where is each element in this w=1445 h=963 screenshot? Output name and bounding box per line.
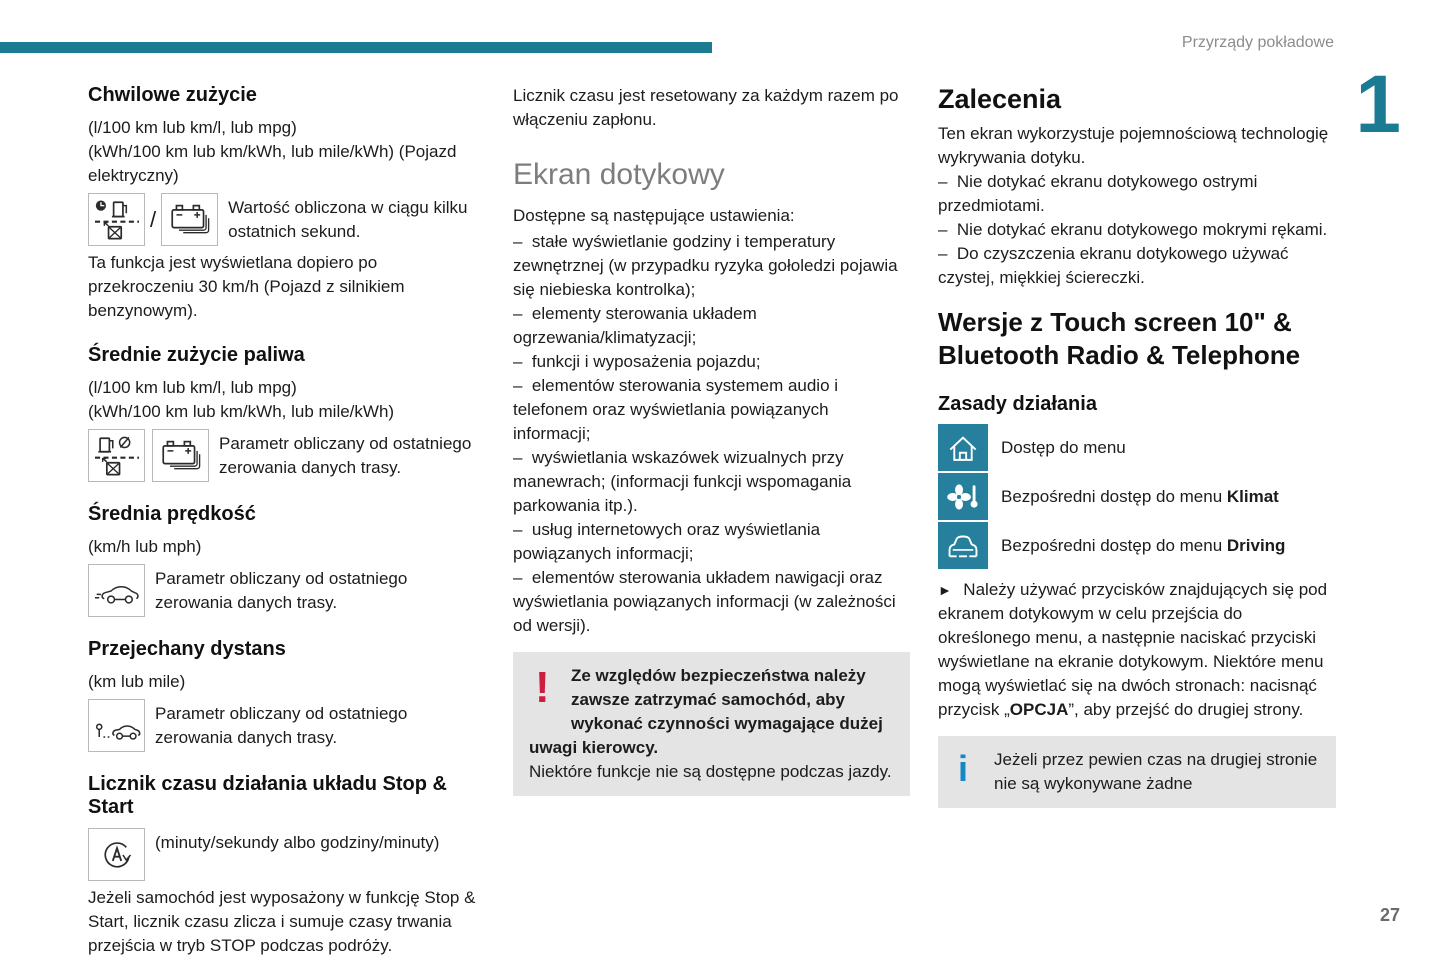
icon-row bbox=[88, 828, 485, 881]
list-item: – elementy sterowania układem ogrzewania/klimatyzacji; bbox=[513, 304, 757, 347]
home-icon bbox=[938, 424, 988, 471]
menu-row bbox=[938, 424, 1336, 471]
column-right bbox=[938, 84, 1336, 808]
lead-text: Dostępne są następujące ustawienia: bbox=[513, 206, 795, 225]
instruction-paragraph: ► Należy używać przycisków znajdujących się pod ekranem dotykowym w celu przejścia do określonego menu, a następnie naciskać przyciski wyświetlane na ekranie dotykowym. Niektóre menu mogą wyświetlać się na dwóch stronach: nacisnąć przycisk „OPCJA”, aby przejść do drugiej strony. bbox=[938, 580, 1328, 719]
chapter-number: 1 bbox=[1355, 59, 1401, 150]
running-header: Przyrządy pokładowe bbox=[1181, 34, 1334, 51]
column-left bbox=[88, 84, 485, 958]
unit-note: (km lub mile) bbox=[88, 672, 186, 691]
section-title-touchscreen-versions: Wersje z Touch screen 10" & Bluetooth Radio & Telephone bbox=[938, 307, 1301, 370]
slash-separator: / bbox=[150, 206, 157, 232]
info-text: Jeżeli przez pewien czas na drugiej stronie nie są wykonywane żadne bbox=[994, 750, 1318, 793]
unit-note: (kWh/100 km lub km/kWh, lub mile/kWh) (Pojazd elektryczny) bbox=[88, 142, 457, 185]
unit-note: (km/h lub mph) bbox=[88, 537, 202, 556]
icon-row bbox=[88, 193, 485, 246]
unit-note: (kWh/100 km lub km/kWh, lub mile/kWh) bbox=[88, 402, 395, 421]
icon-caption: Parametr obliczany od ostatniego zerowania danych trasy. bbox=[155, 568, 408, 612]
warning-exclamation-icon: ! bbox=[535, 663, 550, 712]
icon-row bbox=[88, 429, 485, 482]
chapter-color-bar bbox=[0, 42, 712, 53]
section-title-recommendations: Zalecenia bbox=[938, 84, 1062, 114]
info-icon: i bbox=[958, 748, 969, 789]
stop-start-icon bbox=[88, 828, 145, 881]
warning-normal-text: Niektóre funkcje nie są dostępne podczas jazdy. bbox=[529, 762, 892, 781]
list-item: – funkcji i wyposażenia pojazdu; bbox=[513, 352, 761, 371]
list-item: – Nie dotykać ekranu dotykowego mokrymi rękami. bbox=[938, 220, 1328, 239]
list-item: – usług internetowych oraz wyświetlania powiązanych informacji; bbox=[513, 520, 821, 563]
warning-bold-text: Ze względów bezpieczeństwa należy zawsze zatrzymać samochód, aby wykonać czynności wymagające dużej uwagi kierowcy. bbox=[529, 666, 883, 757]
paragraph: Ten ekran wykorzystuje pojemnościową technologię wykrywania dotyku. bbox=[938, 124, 1329, 167]
menu-caption: Bezpośredni dostęp do menu Driving bbox=[1001, 535, 1286, 555]
driving-icon bbox=[938, 522, 988, 569]
menu-row bbox=[938, 522, 1336, 569]
pointer-arrow-icon: ► bbox=[938, 582, 954, 598]
icon-row bbox=[88, 699, 485, 752]
icon-caption: (minuty/sekundy albo godziny/minuty) bbox=[155, 833, 440, 852]
list-item: – stałe wyświetlanie godziny i temperatury zewnętrznej (w przypadku ryzyka gołoledzi pojawia się niebieska kontrolka); bbox=[513, 232, 898, 299]
menu-caption: Bezpośredni dostęp do menu Klimat bbox=[1001, 486, 1279, 506]
paragraph: Ta funkcja jest wyświetlana dopiero po przekroczeniu 30 km/h (Pojazd z silnikiem benzynowym). bbox=[88, 253, 405, 320]
column-middle bbox=[513, 84, 910, 796]
paragraph: Jeżeli samochód jest wyposażony w funkcję Stop & Start, licznik czasu zlicza i sumuje czasy trwania przejścia w tryb STOP podczas podróży. bbox=[88, 888, 476, 955]
chapter-section-title: Ekran dotykowy bbox=[513, 158, 725, 191]
warning-box bbox=[513, 652, 910, 796]
unit-note: (l/100 km lub km/l, lub mpg) bbox=[88, 118, 297, 137]
list-item: – wyświetlania wskazówek wizualnych przy manewrach; (informacji funkcji wspomagania parkowania itp.). bbox=[513, 448, 852, 515]
section-title-stop-start-timer: Licznik czasu działania układu Stop & Start bbox=[88, 773, 447, 818]
section-title-instant-consumption: Chwilowe zużycie bbox=[88, 84, 257, 106]
climate-icon bbox=[938, 473, 988, 520]
section-title-distance: Przejechany dystans bbox=[88, 638, 286, 660]
paragraph: Licznik czasu jest resetowany za każdym razem po włączeniu zapłonu. bbox=[513, 86, 899, 129]
fuel-consumption-clock-icon bbox=[88, 193, 145, 246]
info-box bbox=[938, 736, 1336, 808]
section-title-average-speed: Średnia prędkość bbox=[88, 503, 256, 525]
list-item: – elementów sterowania układem nawigacji oraz wyświetlania powiązanych informacji (w zależności od wersji). bbox=[513, 568, 896, 635]
icon-row bbox=[88, 564, 485, 617]
battery-icon bbox=[161, 193, 218, 246]
icon-caption: Parametr obliczany od ostatniego zerowania danych trasy. bbox=[155, 703, 408, 747]
subsection-title-principles: Zasady działania bbox=[938, 393, 1097, 415]
section-title-average-consumption: Średnie zużycie paliwa bbox=[88, 344, 305, 366]
list-item: – elementów sterowania systemem audio i telefonem oraz wyświetlania powiązanych informacji; bbox=[513, 376, 839, 443]
car-speed-icon bbox=[88, 564, 145, 617]
list-item: – Do czyszczenia ekranu dotykowego używać czystej, miękkiej ściereczki. bbox=[938, 244, 1289, 287]
list-item: – Nie dotykać ekranu dotykowego ostrymi przedmiotami. bbox=[938, 172, 1258, 215]
fuel-pump-empty-icon bbox=[88, 429, 145, 482]
page-number: 27 bbox=[1379, 905, 1400, 925]
menu-caption: Dostęp do menu bbox=[1001, 437, 1126, 457]
unit-note: (l/100 km lub km/l, lub mpg) bbox=[88, 378, 297, 397]
menu-row bbox=[938, 473, 1336, 520]
icon-caption: Parametr obliczany od ostatniego zerowania danych trasy. bbox=[219, 433, 472, 477]
battery-icon bbox=[152, 429, 209, 482]
icon-caption: Wartość obliczona w ciągu kilku ostatnich sekund. bbox=[228, 197, 468, 241]
distance-travelled-icon bbox=[88, 699, 145, 752]
